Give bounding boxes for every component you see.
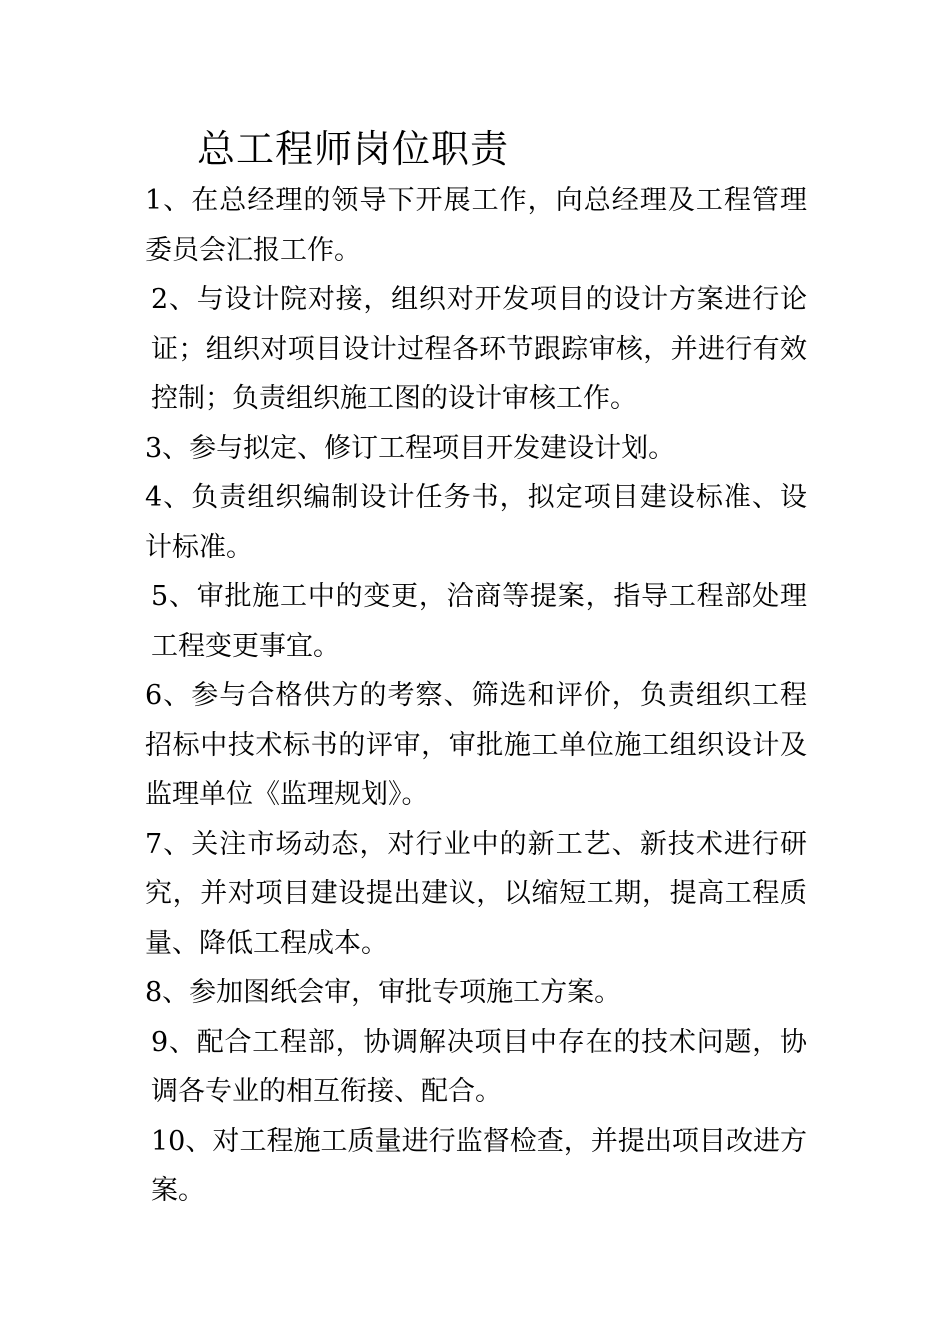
duty-list bbox=[145, 176, 807, 1216]
duty-item-5: 5、审批施工中的变更，洽商等提案，指导工程部处理工程变更事宜。 bbox=[151, 581, 807, 662]
duty-item-10: 10、对工程施工质量进行监督检查，并提出项目改进方案。 bbox=[151, 1125, 807, 1206]
duty-item-8: 8、参加图纸会审，审批专项施工方案。 bbox=[145, 977, 622, 1008]
duty-item-4: 4、负责组织编制设计任务书，拟定项目建设标准、设计标准。 bbox=[145, 482, 807, 563]
document-title: 总工程师岗位职责 bbox=[197, 127, 510, 171]
duty-item-9: 9、配合工程部，协调解决项目中存在的技术问题，协调各专业的相互衔接、配合。 bbox=[151, 1026, 807, 1107]
duty-item-6: 6、参与合格供方的考察、筛选和评价，负责组织工程招标中技术标书的评审，审批施工单位施工组织设计及监理单位《监理规划》。 bbox=[145, 680, 807, 810]
duty-item-2: 2、与设计院对接，组织对开发项目的设计方案进行论证；组织对项目设计过程各环节跟踪审核，并进行有效控制；负责组织施工图的设计审核工作。 bbox=[151, 284, 807, 414]
duty-item-3: 3、参与拟定、修订工程项目开发建设计划。 bbox=[145, 432, 676, 464]
duty-item-1: 1、在总经理的领导下开展工作，向总经理及工程管理委员会汇报工作。 bbox=[145, 185, 807, 266]
duty-item-7: 7、关注市场动态，对行业中的新工艺、新技术进行研究，并对项目建设提出建议，以缩短工期，提高工程质量、降低工程成本。 bbox=[145, 828, 807, 959]
